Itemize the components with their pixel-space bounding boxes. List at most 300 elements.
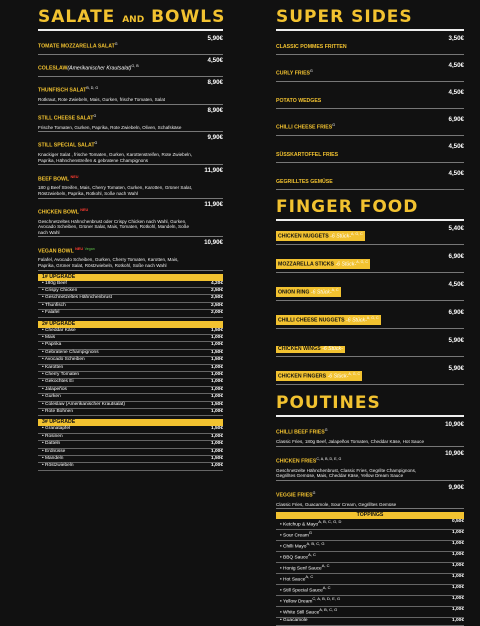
- item-description: Frische Tomaten, Gurken, Paprika, Rote Zwiebeln, Oliven, Schafskäse: [38, 124, 182, 130]
- item-label: Rosinen: [45, 433, 63, 439]
- list-item: [276, 585, 464, 596]
- menu-item: [38, 57, 223, 77]
- bullet: •: [42, 287, 46, 293]
- item-name-text: CHICKEN BOWL: [38, 209, 79, 216]
- allergen-codes: G: [332, 123, 336, 128]
- list-item: [276, 618, 464, 625]
- list-item: [38, 379, 223, 386]
- menu-item: [276, 62, 464, 82]
- poutines-list: [276, 421, 464, 509]
- divider: [276, 244, 464, 245]
- item-price: 2,00€: [210, 310, 223, 316]
- bullet: •: [42, 372, 46, 377]
- divider: [276, 54, 464, 55]
- item-price: 1,00€: [451, 552, 464, 558]
- menu-item: [38, 239, 223, 270]
- item-name-text: CURLY FRIES: [276, 71, 311, 77]
- bullet: •: [42, 302, 45, 308]
- item-name-text: CHILLI CHEESE NUGGETS: [278, 318, 345, 324]
- allergen-codes: A, G, C: [348, 372, 361, 377]
- list-item: [276, 541, 464, 552]
- item-price: 2,50€: [210, 302, 223, 308]
- item-price: 1,50€: [210, 401, 223, 407]
- item-label: Paprika: [45, 342, 62, 348]
- list-item: [276, 519, 464, 530]
- item-price: 1,00€: [210, 448, 223, 454]
- bullet: •: [280, 522, 284, 528]
- item-name: [276, 98, 321, 105]
- bullet: •: [42, 295, 46, 301]
- list-item: [38, 441, 223, 448]
- item-price: 10,90€: [204, 239, 223, 247]
- bullet: •: [42, 342, 46, 348]
- item-label: Cheddar Käse: [45, 327, 76, 333]
- new-badge: NEU: [80, 207, 89, 212]
- bullet: •: [42, 426, 46, 432]
- item-name: [38, 63, 139, 73]
- allergen-codes: B, D, G: [86, 86, 99, 91]
- list-item: [38, 409, 223, 416]
- finger-food-title: FINGER FOOD: [276, 197, 419, 217]
- item-name-text: CLASSIC POMMES FRITTEN: [276, 44, 347, 50]
- item-name-text: CHICKEN WINGS: [278, 346, 321, 352]
- divider: [276, 189, 464, 190]
- item-price: 4,50€: [448, 89, 464, 96]
- item-price: 1,00€: [210, 379, 223, 385]
- menu-item: [276, 116, 464, 136]
- item-price: 5,90€: [207, 35, 223, 42]
- super-sides-title: SUPER SIDES: [276, 7, 413, 27]
- menu-item: [276, 89, 464, 109]
- item-label: Honig Senf Sauce: [283, 566, 322, 572]
- item-price: 1,00€: [451, 596, 464, 602]
- allergen-codes: A, C: [308, 552, 316, 558]
- item-name-text: SÜSSKARTOFFEL FRIES: [276, 152, 339, 158]
- item-price: 8,90€: [207, 106, 223, 114]
- item-label: Gebratene Champignons: [45, 349, 99, 355]
- item-price: 5,40€: [448, 225, 464, 232]
- item-price: 5,90€: [448, 337, 464, 344]
- item-name: [276, 259, 370, 269]
- item-price: 1,00€: [210, 433, 223, 439]
- item-name: [38, 113, 96, 123]
- upgrade-block: [38, 419, 223, 470]
- allergen-codes: A, B, C, G, D: [318, 519, 342, 525]
- bullet: •: [280, 555, 284, 561]
- item-price: 3,50€: [448, 35, 464, 42]
- item-label: Coleslaw (Amerikanischer Krautsalat): [45, 401, 125, 407]
- item-price: 2,50€: [210, 295, 223, 301]
- item-name-text: CHILLI BEEF FRIES: [276, 430, 325, 436]
- item-label: Chilli Mayo: [283, 544, 307, 550]
- list-item: [38, 357, 223, 364]
- item-description: Falafel, Avocado Scheiben, Gurken, Cherry Tomaten, Karotten, Mais, Paprika, Grüner Salat, Röstzwiebeln, Rotkohl, Soße nach Wahl: [38, 257, 179, 268]
- list-item: [38, 295, 223, 302]
- item-name-text: ONION RING: [278, 290, 310, 296]
- list-item: [38, 387, 223, 394]
- list-item: [38, 394, 223, 401]
- item-name-text: POTATO WEDGES: [276, 98, 322, 104]
- item-description: Geschnetzelte Hähnchenbrust, Classic Fries, Gegrilte Champignons, Gegrilltes Gemüse, Mais, Cheddar Käse, Yellow Dream Sauce: [276, 467, 417, 479]
- item-subtitle: -6 Stück-: [320, 346, 343, 352]
- item-label: Yellow Dream: [282, 599, 313, 605]
- bullet: •: [42, 394, 46, 400]
- divider: [276, 135, 464, 136]
- divider: [38, 270, 223, 271]
- item-subtitle: -6 Stück-: [309, 290, 332, 296]
- allergen-codes: C, A, B, D, E, G: [316, 456, 342, 461]
- item-name: [276, 346, 345, 353]
- item-price: 4,20€: [210, 280, 223, 286]
- item-name: [38, 41, 118, 51]
- item-price: 1,50€: [210, 327, 223, 333]
- item-subtitle: -6 Stück-: [334, 262, 357, 268]
- item-name: [38, 246, 95, 256]
- menu-item: [276, 225, 464, 245]
- allergen-codes: G: [94, 141, 98, 146]
- bullet: •: [42, 379, 46, 385]
- item-label: 180g Beef: [45, 280, 67, 286]
- menu-item: [276, 253, 464, 273]
- menu-item: [38, 201, 223, 238]
- list-item: [38, 402, 223, 409]
- item-label: Guacamole: [283, 618, 308, 624]
- bullet: •: [280, 610, 284, 616]
- divider: [276, 81, 464, 82]
- menu-item: [276, 170, 464, 190]
- menu-item: [276, 421, 464, 447]
- item-price: 1,00€: [451, 530, 464, 536]
- item-price: 5,90€: [448, 365, 464, 372]
- item-price: 11,90€: [204, 200, 223, 208]
- allergen-codes: G, B: [131, 64, 139, 69]
- item-label: Crispy Chicken: [45, 287, 78, 293]
- allergen-codes: G: [310, 69, 313, 74]
- menu-item: [276, 484, 464, 510]
- allergen-codes: C, A, B, D, E, G: [312, 596, 341, 602]
- item-name-text: THUNFISCH SALAT: [38, 88, 87, 94]
- item-name: [276, 315, 381, 325]
- item-price: 6,90€: [448, 309, 464, 316]
- item-label: Mais: [45, 334, 56, 340]
- item-price: 10,90€: [445, 421, 464, 428]
- item-subtitle: (Amerikanischer Krautsalat): [67, 66, 132, 72]
- list-item: [276, 574, 464, 585]
- list-item: [38, 281, 223, 288]
- item-label: Rote Bohnen: [45, 409, 74, 415]
- upgrade-header: 3# UPGRADE: [38, 419, 223, 426]
- menu-item: [276, 365, 464, 385]
- item-price: 1,50€: [210, 426, 223, 432]
- allergen-codes: A, C: [331, 288, 339, 293]
- bullet: •: [280, 544, 284, 550]
- menu-item: [276, 337, 464, 357]
- item-price: 4,50€: [448, 62, 464, 69]
- item-label: Gekochtes Ei: [45, 379, 74, 385]
- bullet: •: [42, 310, 46, 316]
- item-name: [276, 427, 328, 437]
- upgrade-header: 2# UPGRADE: [38, 321, 223, 328]
- list-item: [276, 530, 464, 541]
- menu-item: [276, 143, 464, 163]
- list-item: [276, 596, 464, 607]
- item-name: [276, 44, 347, 51]
- item-label: Hot Sauce: [283, 577, 306, 583]
- item-name: [38, 174, 79, 184]
- item-name: [276, 287, 341, 297]
- bullet: •: [42, 386, 46, 392]
- item-name: [38, 207, 88, 217]
- menu-item: [276, 281, 464, 301]
- bullet: •: [42, 349, 46, 355]
- upgrade-block: [38, 321, 223, 417]
- item-name: [276, 490, 315, 500]
- allergen-codes: A, G, C: [350, 232, 363, 237]
- divider: [276, 356, 464, 357]
- item-price: 1,50€: [210, 357, 223, 363]
- upgrade-header: 1# UPGRADE: [38, 274, 223, 281]
- allergen-codes: A, B, C, G: [306, 541, 325, 547]
- item-label: Datteln: [45, 441, 61, 447]
- divider: [276, 272, 464, 273]
- divider: [276, 219, 464, 221]
- item-subtitle: -6 Stück-: [344, 318, 367, 324]
- item-name-text: CHICKEN FRIES: [276, 458, 317, 465]
- item-description: Knackiger Salat , frische Tomaten, Gurken, Karottenstreifen, Rote Zwiebeln, Paprika, Hähnchenstreifen & gebratene Champignons: [38, 152, 193, 163]
- item-label: Cherry Tomaten: [45, 372, 80, 377]
- menu-item: [276, 35, 464, 55]
- item-price: 9,90€: [207, 134, 223, 142]
- allergen-codes: A, G, C: [356, 260, 369, 265]
- item-price: 4,50€: [448, 170, 464, 177]
- list-item: [38, 449, 223, 456]
- item-description: Classic Fries, Guacamole, Sour Cream, Gegrilltes Gemüse: [276, 501, 397, 507]
- item-label: BBQ Sauce: [283, 555, 309, 561]
- bullet: •: [42, 463, 46, 469]
- bullet: •: [280, 599, 283, 605]
- item-price: 2,50€: [210, 287, 223, 293]
- item-name-text: STILL CHEESE SALAT: [38, 115, 94, 122]
- divider: [276, 446, 464, 447]
- item-name: [276, 122, 335, 132]
- vegan-label: Vegan: [84, 246, 95, 251]
- menu-item: [38, 107, 223, 133]
- item-price: 6,90€: [448, 116, 464, 123]
- item-price: 1,00€: [210, 441, 223, 447]
- divider: [38, 131, 223, 132]
- item-price: 1,00€: [451, 585, 464, 591]
- bullet: •: [42, 441, 46, 447]
- divider: [38, 164, 223, 165]
- item-label: Mandeln: [45, 456, 64, 462]
- upgrade-list: [38, 274, 223, 471]
- divider: [276, 108, 464, 109]
- list-item: [38, 328, 223, 335]
- toppings-header: TOPPINGS: [276, 512, 464, 519]
- new-badge: NEU: [70, 174, 79, 179]
- allergen-codes: G: [114, 42, 118, 47]
- bullet: •: [280, 533, 284, 539]
- item-price: 11,90€: [204, 167, 223, 175]
- divider: [276, 480, 464, 481]
- item-name: [276, 68, 313, 78]
- bullet: •: [42, 327, 46, 333]
- divider: [38, 76, 223, 77]
- right-column: [276, 0, 464, 626]
- item-label: Sour Cream: [283, 533, 309, 539]
- item-price: 1,00€: [451, 541, 464, 547]
- bullet: •: [42, 280, 46, 286]
- bullet: •: [280, 566, 284, 572]
- item-label: Geschnetzeltes Hähnchenbrust: [45, 295, 112, 301]
- item-price: 9,90€: [448, 483, 464, 491]
- menu-item: [38, 79, 223, 105]
- list-item: [276, 552, 464, 563]
- bullet: •: [42, 409, 46, 415]
- item-name-text: CHICKEN FINGERS: [278, 374, 327, 380]
- bullet: •: [42, 357, 45, 363]
- allergen-codes: G: [312, 491, 316, 496]
- bullet: •: [42, 364, 46, 370]
- divider: [276, 29, 464, 31]
- new-badge: NEU: [75, 246, 84, 251]
- divider: [38, 198, 223, 199]
- menu-item: [38, 134, 223, 165]
- item-label: Granatapfel: [45, 426, 71, 432]
- bullet: •: [280, 588, 284, 594]
- allergen-codes: G: [324, 428, 328, 433]
- bullet: •: [42, 401, 46, 407]
- item-price: 1,00€: [451, 607, 464, 613]
- menu-item: [38, 167, 223, 198]
- list-item: [38, 335, 223, 342]
- item-name-text: MOZZARELLA STICKS: [278, 262, 335, 268]
- item-name-text: TOMATE MOZZARELLA SALAT: [38, 44, 115, 50]
- item-subtitle: -6 Stück-: [328, 234, 351, 240]
- allergen-codes: A, C: [305, 574, 314, 580]
- item-name: [276, 456, 341, 466]
- item-label: Erdnüsse: [45, 448, 66, 454]
- divider: [276, 415, 464, 417]
- item-label: Röstzwiebeln: [45, 463, 74, 469]
- item-price: 1,00€: [210, 372, 223, 377]
- list-item: [276, 607, 464, 618]
- item-name-text: BEEF BOWL: [38, 176, 70, 183]
- divider: [38, 104, 223, 105]
- item-price: 1,00€: [451, 618, 464, 624]
- item-price: 1,00€: [210, 409, 223, 415]
- item-price: 6,90€: [448, 253, 464, 260]
- item-description: 180 g Beef Streifen, Mais, Cherry Tomaten, Gurken, Karotten, Grüner Salat, Röstzwiebeln, Paprika, Rotkohl, Soße nach Wahl: [38, 185, 193, 196]
- divider: [276, 508, 464, 509]
- item-label: Ketchup & Mayo: [283, 522, 319, 528]
- divider: [276, 300, 464, 301]
- item-label: Avocado Scheiben: [44, 357, 85, 363]
- list-item: [38, 342, 223, 349]
- item-name-text: CHICKEN NUGGETS: [278, 234, 329, 240]
- item-price: 1,00€: [210, 342, 223, 348]
- menu-item: [38, 35, 223, 55]
- item-price: 8,90€: [207, 79, 223, 86]
- allergen-codes: A, C: [321, 563, 330, 569]
- item-label: Gurken: [45, 394, 61, 400]
- bullet: •: [280, 618, 284, 624]
- item-label: White Still Sauce: [283, 610, 320, 616]
- item-name-text: COLESLAW: [38, 66, 68, 72]
- item-price: 1,00€: [451, 563, 464, 569]
- item-price: 0,50€: [451, 519, 464, 525]
- menu-item: [276, 309, 464, 329]
- divider: [38, 54, 223, 55]
- item-name-text: STILL SPECIAL SALAT: [38, 143, 95, 150]
- item-price: 4,50€: [448, 281, 464, 288]
- list-item: [38, 365, 223, 372]
- bullet: •: [42, 448, 46, 454]
- item-name: [276, 231, 365, 241]
- list-item: [38, 310, 223, 317]
- item-name: [38, 85, 98, 95]
- item-label: Still Special Sauce: [283, 588, 323, 594]
- item-name: [38, 140, 97, 150]
- allergen-codes: G: [93, 113, 97, 118]
- super-sides-list: [276, 35, 464, 190]
- bullet: •: [280, 577, 284, 583]
- left-column: [38, 0, 226, 471]
- item-price: 1,50€: [210, 349, 223, 355]
- item-name-text: VEGAN BOWL: [38, 248, 74, 255]
- item-name: [276, 152, 338, 159]
- item-price: 1,00€: [210, 463, 223, 469]
- allergen-codes: G: [308, 530, 312, 536]
- list-item: [276, 563, 464, 574]
- allergen-codes: A, G, C: [366, 316, 379, 321]
- item-label: Karotten: [45, 364, 64, 370]
- list-item: [38, 463, 223, 470]
- item-price: 1,00€: [210, 334, 223, 340]
- item-description: Geschnetzeltes Hähnchenbrust oder Crispy Chicken nach Wahl, Gurken, Avocado Scheiben, Grüner Salat, Mais, Tomaten, Rotkohl, Mandeln, Soße nach Wahl: [38, 218, 189, 235]
- upgrade-block: [38, 274, 223, 318]
- item-price: 4,50€: [207, 57, 223, 64]
- item-label: Jalapeños: [45, 386, 67, 392]
- salate-title: SALATE AND BOWLS: [38, 7, 226, 27]
- item-name-text: CHILLI CHEESE FRIES: [276, 125, 333, 131]
- divider: [276, 328, 464, 329]
- divider: [38, 236, 223, 237]
- divider: [276, 384, 464, 385]
- item-label: Falafel: [45, 310, 60, 316]
- item-price: 10,90€: [445, 449, 464, 457]
- divider: [38, 29, 223, 31]
- item-price: 1,50€: [210, 456, 223, 462]
- allergen-codes: A, C: [322, 585, 331, 591]
- item-price: 1,00€: [451, 574, 464, 580]
- item-description: Rotkraut, Rote Zwiebeln, Mais, Gurken, frische Tomaten, Salat: [38, 97, 166, 102]
- bullet: •: [42, 456, 46, 462]
- salate-list: [38, 35, 223, 271]
- item-price: 1,00€: [210, 386, 223, 392]
- list-item: [38, 426, 223, 433]
- poutines-title: POUTINES: [276, 393, 381, 413]
- allergen-codes: A, B, C, G: [319, 607, 338, 613]
- item-price: 4,50€: [448, 143, 464, 150]
- bullet: •: [42, 433, 46, 439]
- list-item: [38, 434, 223, 441]
- item-name: [276, 179, 333, 186]
- item-price: 1,00€: [210, 394, 223, 400]
- list-item: [38, 303, 223, 310]
- bullet: •: [42, 334, 46, 340]
- menu-item: [276, 450, 464, 481]
